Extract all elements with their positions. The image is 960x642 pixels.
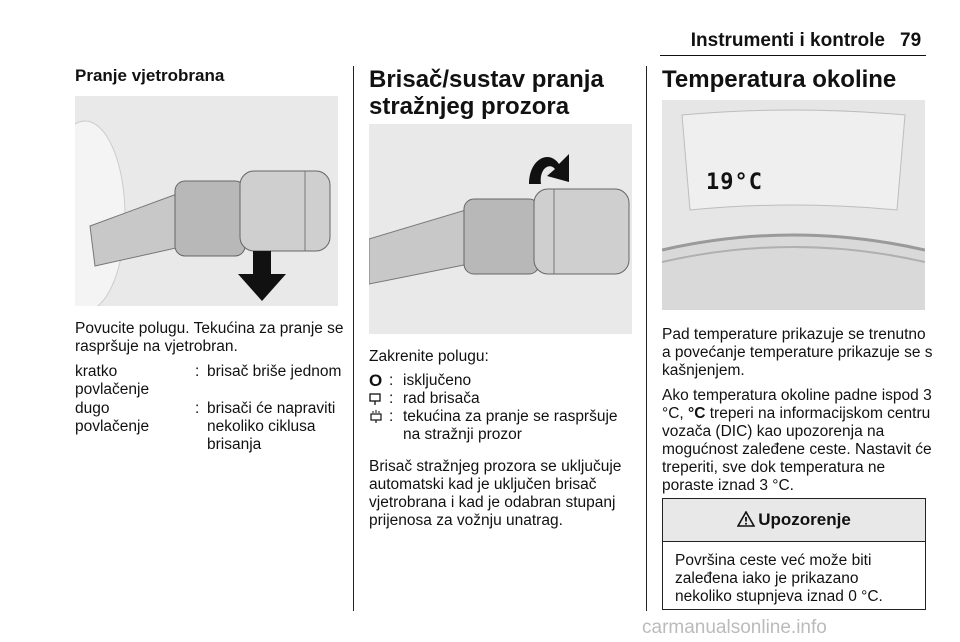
- list-separator: :: [389, 408, 394, 425]
- list-separator: :: [389, 372, 394, 389]
- section-heading-windscreen-wash: Pranje vjetrobrana: [75, 66, 225, 85]
- warning-box: [662, 498, 926, 610]
- degree-celsius-indicator: °C: [688, 405, 706, 422]
- warning-header: [663, 499, 925, 542]
- list-term: kratko povlačenje: [75, 363, 150, 398]
- instrument-panel-illustration: [662, 100, 925, 310]
- list-separator: :: [195, 400, 200, 417]
- rear-wiper-intro: Zakrenite polugu:: [369, 348, 489, 365]
- icy-road-warning-text: [662, 387, 937, 495]
- wiper-lever-pull-illustration: [75, 96, 338, 306]
- text-segment: Ako temperatura okoline padne ispod 3 °C,: [662, 387, 932, 422]
- warning-body: Površina ceste već može biti zaleđena iako je prikazano nekoliko stupnjeva iznad 0 °C.: [675, 552, 883, 605]
- list-separator: :: [389, 390, 394, 407]
- figure-wiper-lever-pull: [75, 96, 338, 306]
- text-segment: treperi na informacijskom centru vozača (DIC) kao upozorenja na mogućnost zaleđene ceste. Nastavit će treperiti, sve dok temperatura ne poraste iznad 3 °C.: [662, 405, 932, 494]
- page-number: 79: [900, 30, 922, 51]
- column-divider-1: [353, 66, 354, 611]
- figure-temperature-display: [662, 100, 925, 310]
- list-description: rad brisača: [403, 390, 480, 407]
- rear-washer-icon: [369, 410, 383, 429]
- running-header-title: Instrumenti i kontrole: [690, 30, 885, 51]
- rear-wiper-positions-list: [369, 372, 639, 452]
- list-separator: :: [195, 363, 200, 380]
- wiper-lever-rotate-illustration: [369, 124, 632, 334]
- column-divider-2: [646, 66, 647, 611]
- list-description: isključeno: [403, 372, 472, 389]
- section-heading-outside-temperature: Temperatura okoline: [662, 66, 897, 93]
- rear-wiper-auto-note: Brisač stražnjeg prozora se uključuje automatski kad je uključen brisač vjetrobrana i kad je odabran stupanj prijenosa za vožnju unatrag.: [369, 458, 622, 529]
- pull-duration-list: [75, 363, 345, 463]
- watermark: carmanualsonline.info: [642, 617, 827, 638]
- list-description: brisač briše jednom: [207, 363, 342, 380]
- off-symbol: O: [369, 371, 383, 390]
- rear-wiper-icon: [369, 393, 381, 411]
- warning-title: Upozorenje: [758, 510, 851, 529]
- header-rule: [660, 55, 926, 56]
- list-term: dugo povlačenje: [75, 400, 150, 435]
- section-heading-rear-wiper: Brisač/sustav pranja stražnjeg prozora: [369, 66, 604, 120]
- temperature-change-note: Pad temperature prikazuje se trenutno a povećanje temperature prikazuje se s kašnjenjem.: [662, 326, 933, 379]
- list-description: brisači će napraviti nekoliko ciklusa brisanja: [207, 400, 336, 453]
- windscreen-wash-instruction: Povucite polugu. Tekućina za pranje se raspršuje na vjetrobran.: [75, 320, 344, 355]
- warning-triangle-icon: [737, 501, 755, 517]
- figure-wiper-lever-rotate: [369, 124, 632, 334]
- temperature-readout: 19°C: [706, 170, 763, 195]
- list-description: tekućina za pranje se raspršuje na stražnji prozor: [403, 408, 618, 443]
